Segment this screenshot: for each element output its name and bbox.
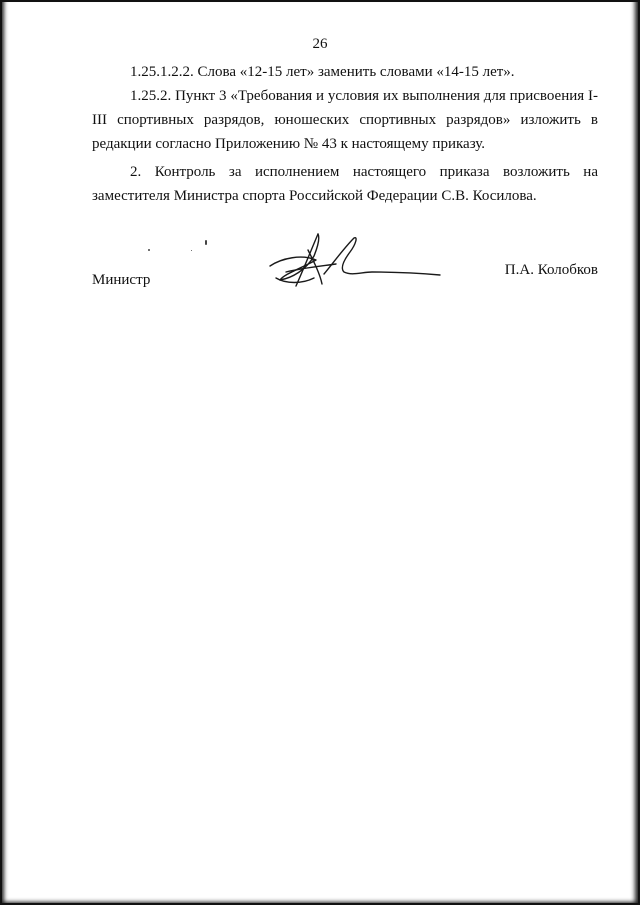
paragraph-1-25-2: 1.25.2. Пункт 3 «Требования и условия их выполнения для присвоения I-III спортивных разрядов, юношеских спортивных разрядов» изложить в редакции согласно Приложению № 43 к настоящему приказу. [92,88,598,152]
handwritten-signature [262,228,452,294]
scan-speck [205,240,207,245]
scan-speck [148,249,150,251]
scan-speck [191,250,192,251]
paragraph-1-25-1-2-2: 1.25.1.2.2. Слова «12-15 лет» заменить словами «14-15 лет». [130,64,515,80]
signatory-name: П.А. Колобков [504,262,598,278]
signatory-title: Министр [92,272,151,288]
paragraph-2-control: 2. Контроль за исполнением настоящего приказа возложить на заместителя Министра спорта Российской Федерации С.В. Косилова. [92,164,598,204]
page-number: 26 [312,36,328,52]
